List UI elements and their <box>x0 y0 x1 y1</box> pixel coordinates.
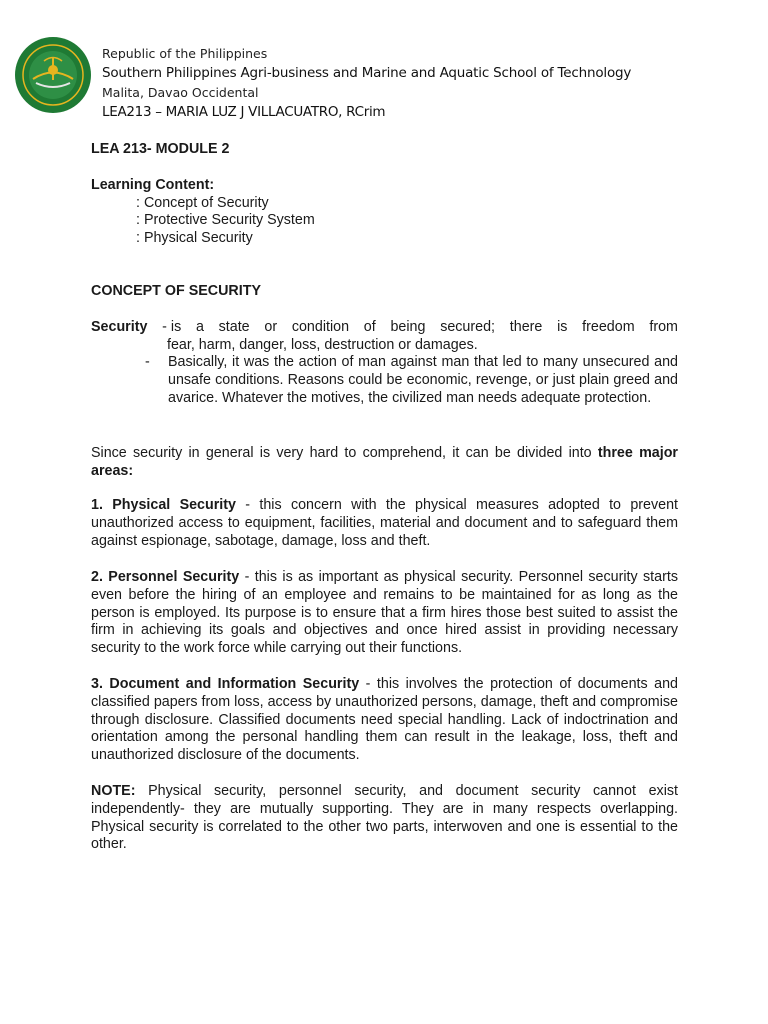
note-paragraph <box>91 783 678 854</box>
area-title: 3. Document and Information Security <box>91 676 360 692</box>
area-text: - this concern with the physical measures adopted to prevent unauthorized access to equipment, facilities, material and document and to safeguard them against espionage, sabotage, damage, loss and theft. <box>91 497 679 549</box>
area-title: 2. Personnel Security <box>91 569 240 585</box>
definition-word: a <box>195 319 204 335</box>
school-location: Malita, Davao Occidental <box>102 85 259 100</box>
republic-line: Republic of the Philippines <box>102 46 268 61</box>
definition-continuation: fear, harm, danger, loss, destruction or damages. <box>167 336 478 353</box>
area-text: - this involves the protection of documents and classified papers from loss, access by unauthorized persons, damage, theft and compromise through disclosure. Classified documents need special handling. Lack of indoctrination and orientation among the personal handling them can result in the leakage, loss, theft and unauthorized disclosure of the documents. <box>91 676 678 764</box>
school-seal-logo <box>14 36 92 114</box>
area-title: 1. Physical Security <box>91 497 236 513</box>
note-label: NOTE: <box>91 783 136 799</box>
intro-bold: three major areas: <box>91 445 678 479</box>
intro-text: Since security in general is very hard to comprehend, it can be divided into <box>91 445 598 461</box>
definition-word: there <box>509 319 543 335</box>
definition-word: being <box>390 319 426 335</box>
security-definition <box>91 319 678 355</box>
definition-word: secured; <box>440 319 496 335</box>
bullet-marker: - <box>145 354 150 370</box>
definition-word: is <box>557 319 568 335</box>
security-definition-line <box>91 319 678 337</box>
intro-paragraph <box>91 445 678 481</box>
definition-word: or <box>264 319 278 335</box>
definition-word: of <box>363 319 376 335</box>
learning-content-item: : Physical Security <box>136 230 253 246</box>
area-text: - this is as important as physical security. Personnel security starts even before the hiring of an employee and remains to be maintained for as long as the person is employed. Its purpose is to ensure that a firm hires those best suited to assist the firm in achieving its goals and objectives and once hired assist in providing necessary security to the work force while carrying out their functions. <box>91 569 678 657</box>
school-name: Southern Philippines Agri-business and Marine and Aquatic School of Technology <box>102 65 632 81</box>
note-text: Physical security, personnel security, and document security cannot exist independently- they are mutually supporting. They are in many respects overlapping. Physical security is correlated to the other two parts, interwoven and one is essential to the other. <box>91 783 678 853</box>
definition-word: state <box>218 319 250 335</box>
learning-content-heading: Learning Content: <box>91 177 215 193</box>
security-bullet-text: Basically, it was the action of man against man that led to many unsecured and unsafe conditions. Reasons could be economic, revenge, or just plain greed and avarice. Whatever the motives, the civilized man needs adequate protection. <box>168 354 678 406</box>
learning-content-item: : Concept of Security <box>136 195 269 211</box>
learning-content-item: : Protective Security System <box>136 212 315 228</box>
definition-word: freedom <box>582 319 635 335</box>
definition-word: - is <box>162 319 182 335</box>
document-security-paragraph <box>91 676 678 765</box>
personnel-security-paragraph <box>91 569 678 658</box>
course-instructor: LEA213 – MARIA LUZ J VILLACUATRO, RCrim <box>102 104 386 120</box>
physical-security-paragraph <box>91 497 678 550</box>
module-title: LEA 213- MODULE 2 <box>91 141 230 157</box>
definition-word: condition <box>291 319 350 335</box>
definition-word: from <box>649 319 678 335</box>
concept-heading: CONCEPT OF SECURITY <box>91 283 261 299</box>
security-term: Security <box>91 319 148 335</box>
